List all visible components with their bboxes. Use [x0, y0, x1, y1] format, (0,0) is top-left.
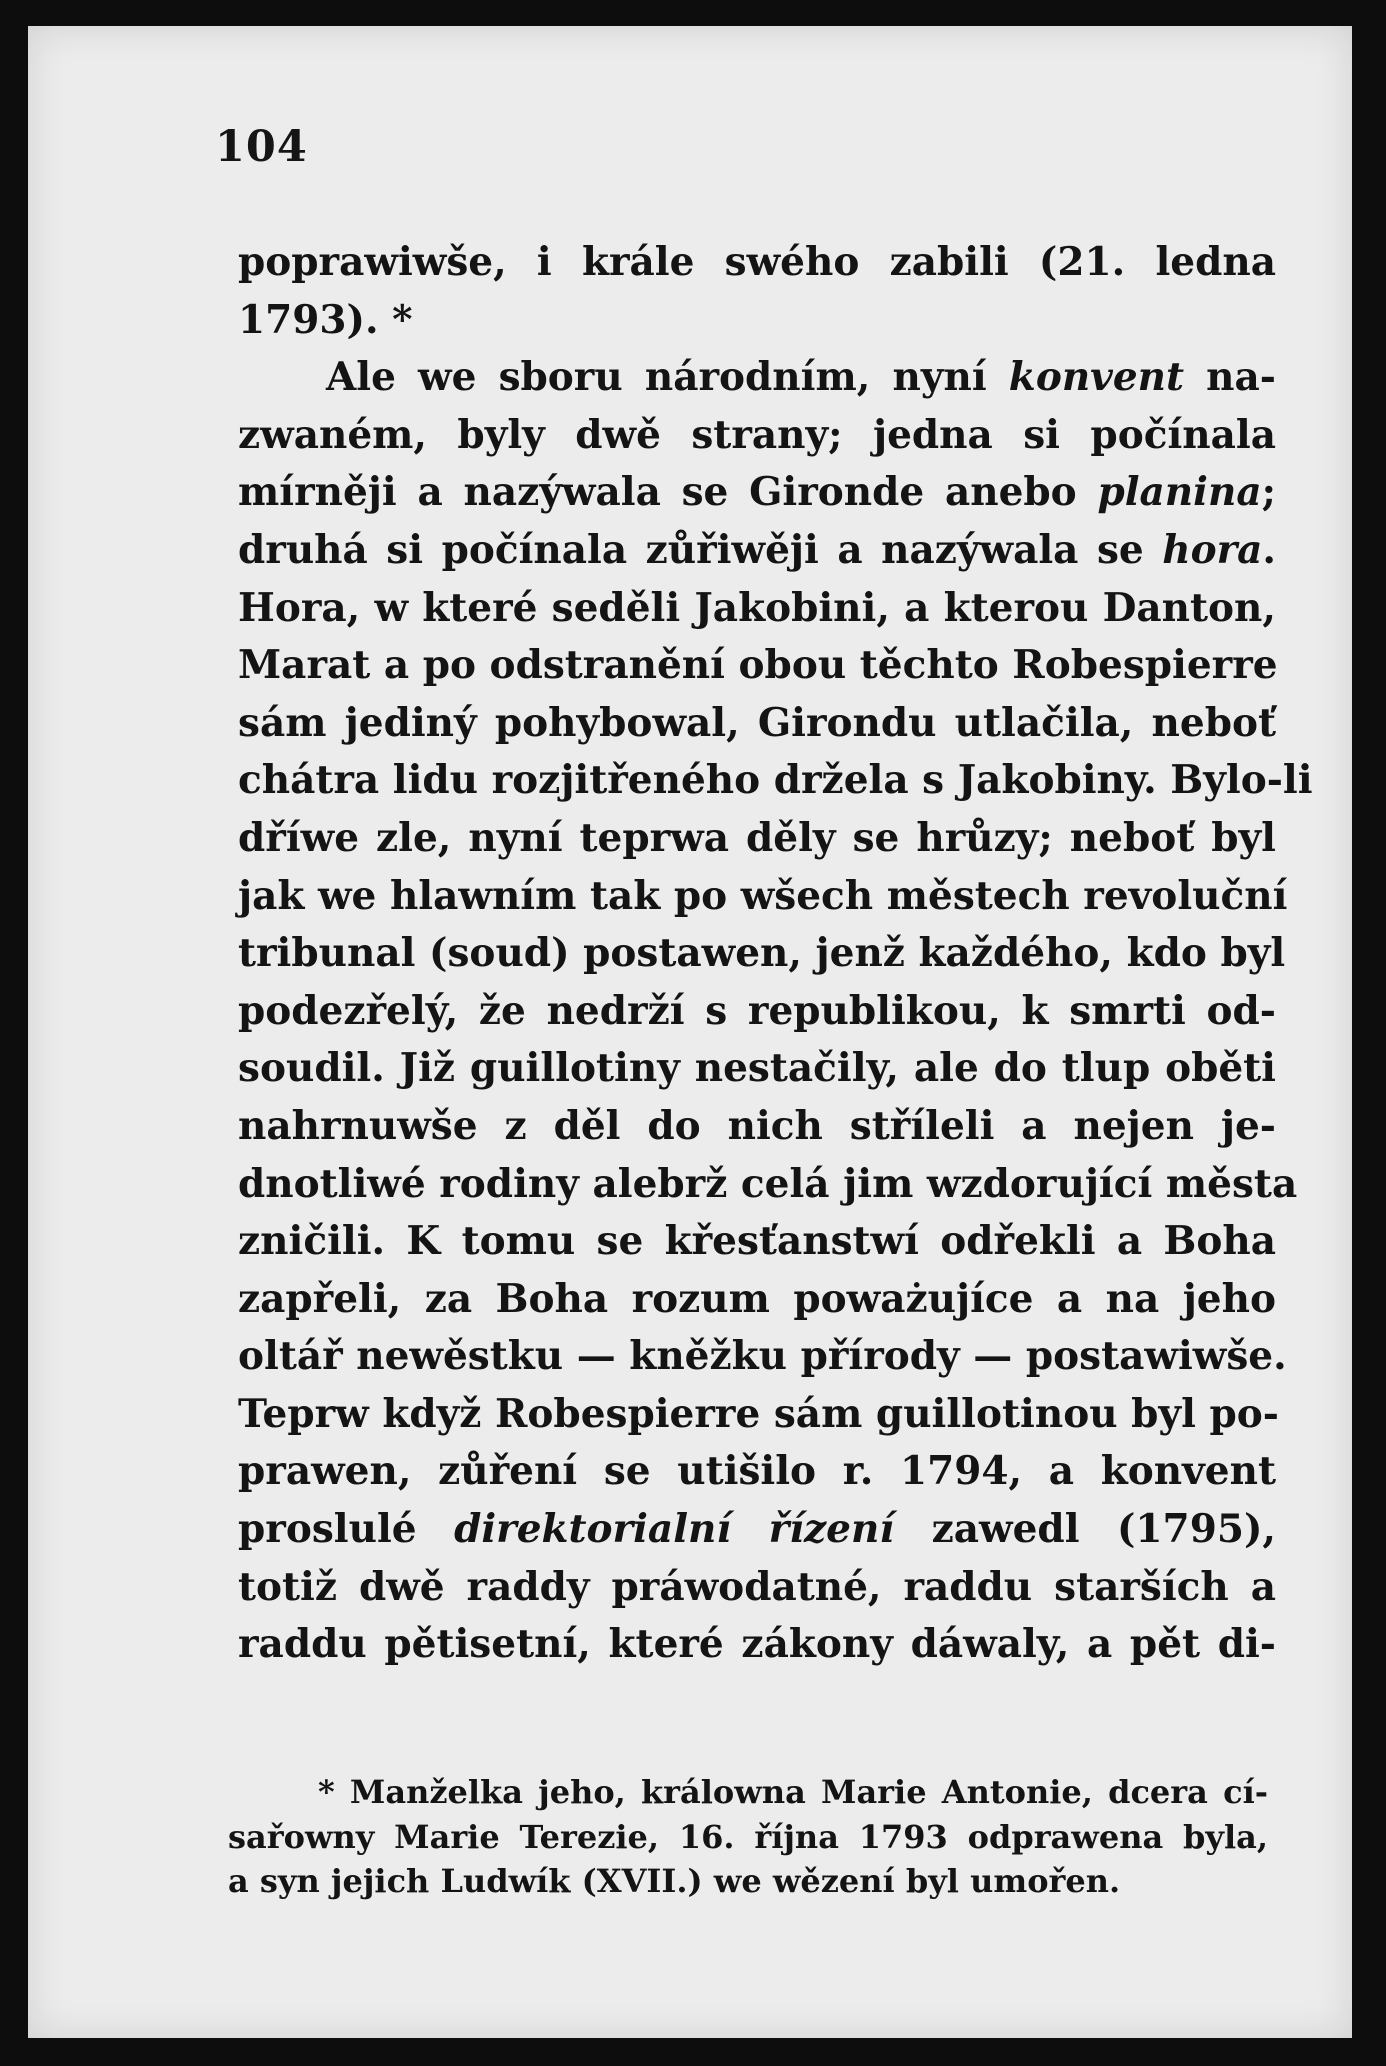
text-line: sám jediný pohybowal, Girondu utlačila, neboť	[238, 699, 1276, 746]
text-line: dříwe zle, nyní teprwa děly se hrůzy; neboť byl	[238, 814, 1276, 861]
text-line: tribunal (soud) postawen, jenž každého, kdo byl	[238, 930, 1286, 977]
italic-term: direktorialní	[454, 1506, 732, 1553]
footnote-line: * Manželka jeho, králowna Marie Antonie, dcera cí-	[318, 1773, 1268, 1811]
footnote-line: a syn jejich Ludwík (XVII.) we wězení byl umořen.	[228, 1862, 1121, 1900]
text-line: nahrnuwše z děl do nich stříleli a nejen je-	[238, 1102, 1276, 1149]
text-line: raddu pětisetní, které zákony dáwaly, a pět di-	[238, 1621, 1276, 1668]
text-line: druhá si počínala zůřiwěji a nazýwala se hora.	[238, 526, 1276, 573]
footnote	[228, 1770, 1268, 1904]
main-text	[238, 234, 1313, 1674]
text-line: proslulé direktorialní řízení zawedl (1795),	[238, 1506, 1277, 1553]
text-line: Marat a po odstranění obou těchto Robespierre	[238, 642, 1278, 689]
book-page	[28, 26, 1352, 2038]
text-line: mírněji a nazýwala se Gironde anebo planina;	[238, 469, 1276, 516]
text-line: dnotliwé rodiny alebrž celá jim wzdorující města	[238, 1160, 1298, 1207]
text-line: Hora, w které seděli Jakobini, a kterou Danton,	[238, 584, 1276, 631]
text-line: soudil. Již guillotiny nestačily, ale do tlup oběti	[238, 1045, 1276, 1092]
text-line: totiž dwě raddy práwodatné, raddu starších a	[238, 1563, 1276, 1610]
text-line: prawen, zůření se utišilo r. 1794, a konvent	[238, 1448, 1276, 1495]
text-line: 1793). *	[238, 296, 413, 343]
text-line: Teprw když Robespierre sám guillotinou byl po-	[238, 1390, 1279, 1437]
text-line: zničili. K tomu se křesťanstwí odřekli a Boha	[238, 1218, 1276, 1265]
text-line: zapřeli, za Boha rozum poważujíce a na jeho	[238, 1275, 1276, 1322]
text-line: poprawiwše, i krále swého zabili (21. ledna	[238, 239, 1276, 285]
text-line: oltář newěstku — kněžku přírody — postawiwše.	[238, 1333, 1287, 1380]
italic-term: planina	[1097, 469, 1262, 516]
italic-term: hora	[1162, 526, 1263, 573]
italic-term: konvent	[1008, 354, 1185, 401]
italic-term: řízení	[768, 1506, 895, 1553]
text-line: jak we hlawním tak po wšech městech revoluční	[238, 872, 1288, 919]
page-number: 104	[215, 122, 308, 172]
text-line: podezřelý, že nedrží s republikou, k smrti od-	[238, 987, 1276, 1034]
text-line: Ale we sboru národním, nyní konvent na-	[326, 354, 1276, 401]
text-line: zwaném, byly dwě strany; jedna si počínala	[238, 411, 1276, 458]
footnote-line: sařowny Marie Terezie, 16. října 1793 odprawena byla,	[228, 1817, 1268, 1856]
text-line: chátra lidu rozjitřeného držela s Jakobiny. Bylo-li	[238, 757, 1313, 804]
